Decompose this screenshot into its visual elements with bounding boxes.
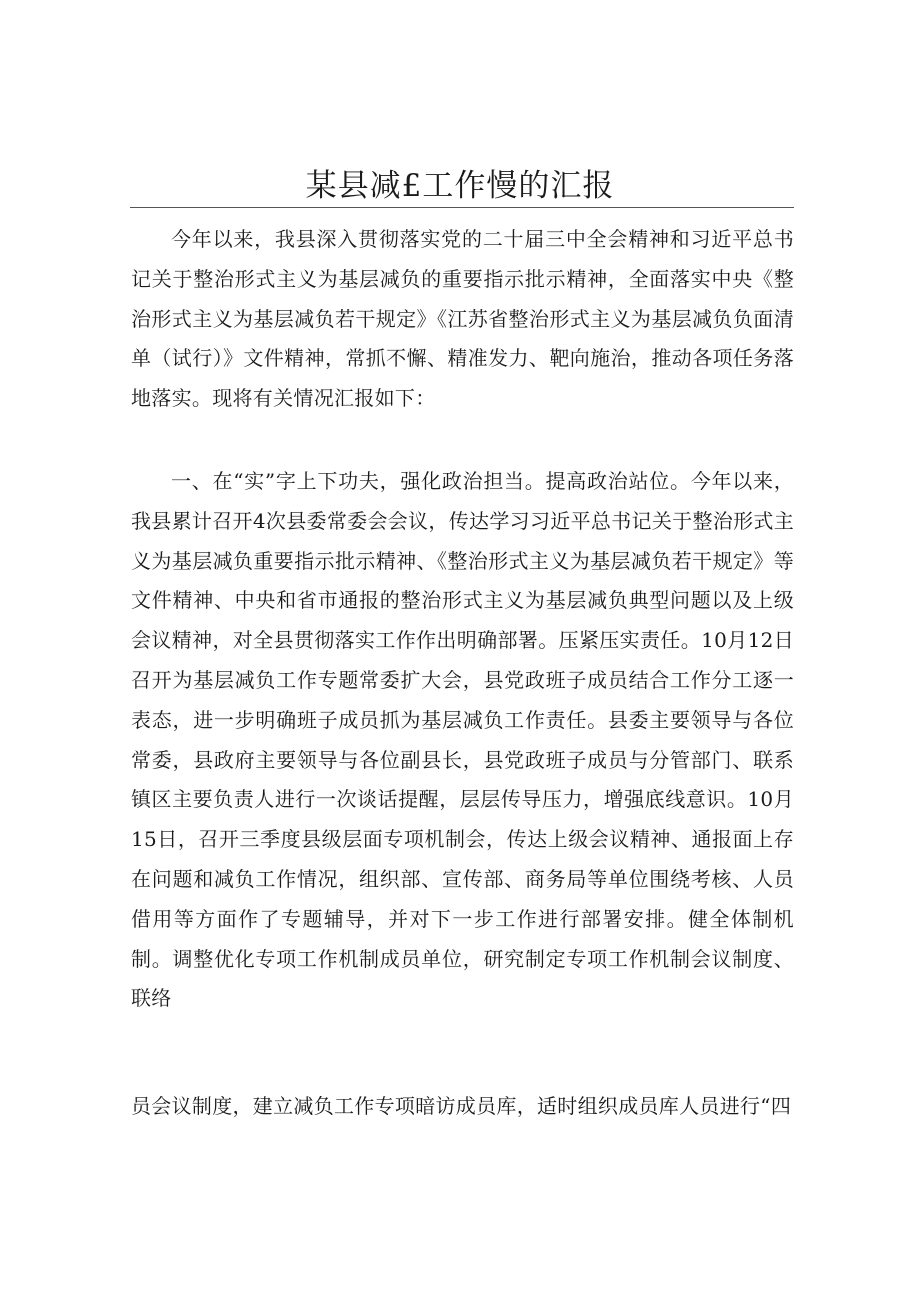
document-title: 某县减£工作慢的汇报: [305, 168, 615, 204]
title-underline: [130, 207, 794, 208]
paragraph-section-one: 一、在“实”字上下功夫，强化政治担当。提高政治站位。今年以来，我县累计召开4次县委常委会会议，传达学习习近平总书记关于整治形式主义为基层减负重要指示批示精神、《整治形式主义为基层减负若干规定》等文件精神、中央和省市通报的整治形式主义为基层减负典型问题以及上级会议精神，对全县贯彻落实工作作出明确部署。压紧压实责任。10月12日召开为基层减负工作专题常委扩大会，县党政班子成员结合工作分工逐一表态，进一步明确班子成员抓为基层减负工作责任。县委主要领导与各位常委，县政府主要领导与各位副县长，县党政班子成员与分管部门、联系镇区主要负责人进行一次谈话提醒，层层传导压力，增强底线意识。10月15日，召开三季度县级层面专项机制会，传达上级会议精神、通报面上存在问题和减负工作情况，组织部、宣传部、商务局等单位围绕考核、人员借用等方面作了专题辅导，并对下一步工作进行部署安排。健全体制机制。调整优化专项工作机制成员单位，研究制定专项工作机制会议制度、联络: [131, 469, 794, 1011]
paragraph-continuation: 员会议制度，建立减负工作专项暗访成员库，适时组织成员库人员进行“四: [131, 1094, 792, 1118]
paragraph-intro: 今年以来，我县深入贯彻落实党的二十届三中全会精神和习近平总书记关于整治形式主义为基层减负的重要指示批示精神，全面落实中央《整治形式主义为基层减负若干规定》《江苏省整治形式主义为基层减负负面清单（试行）》文件精神，常抓不懈、精准发力、靶向施治，推动各项任务落地落实。现将有关情况汇报如下：: [131, 227, 794, 411]
